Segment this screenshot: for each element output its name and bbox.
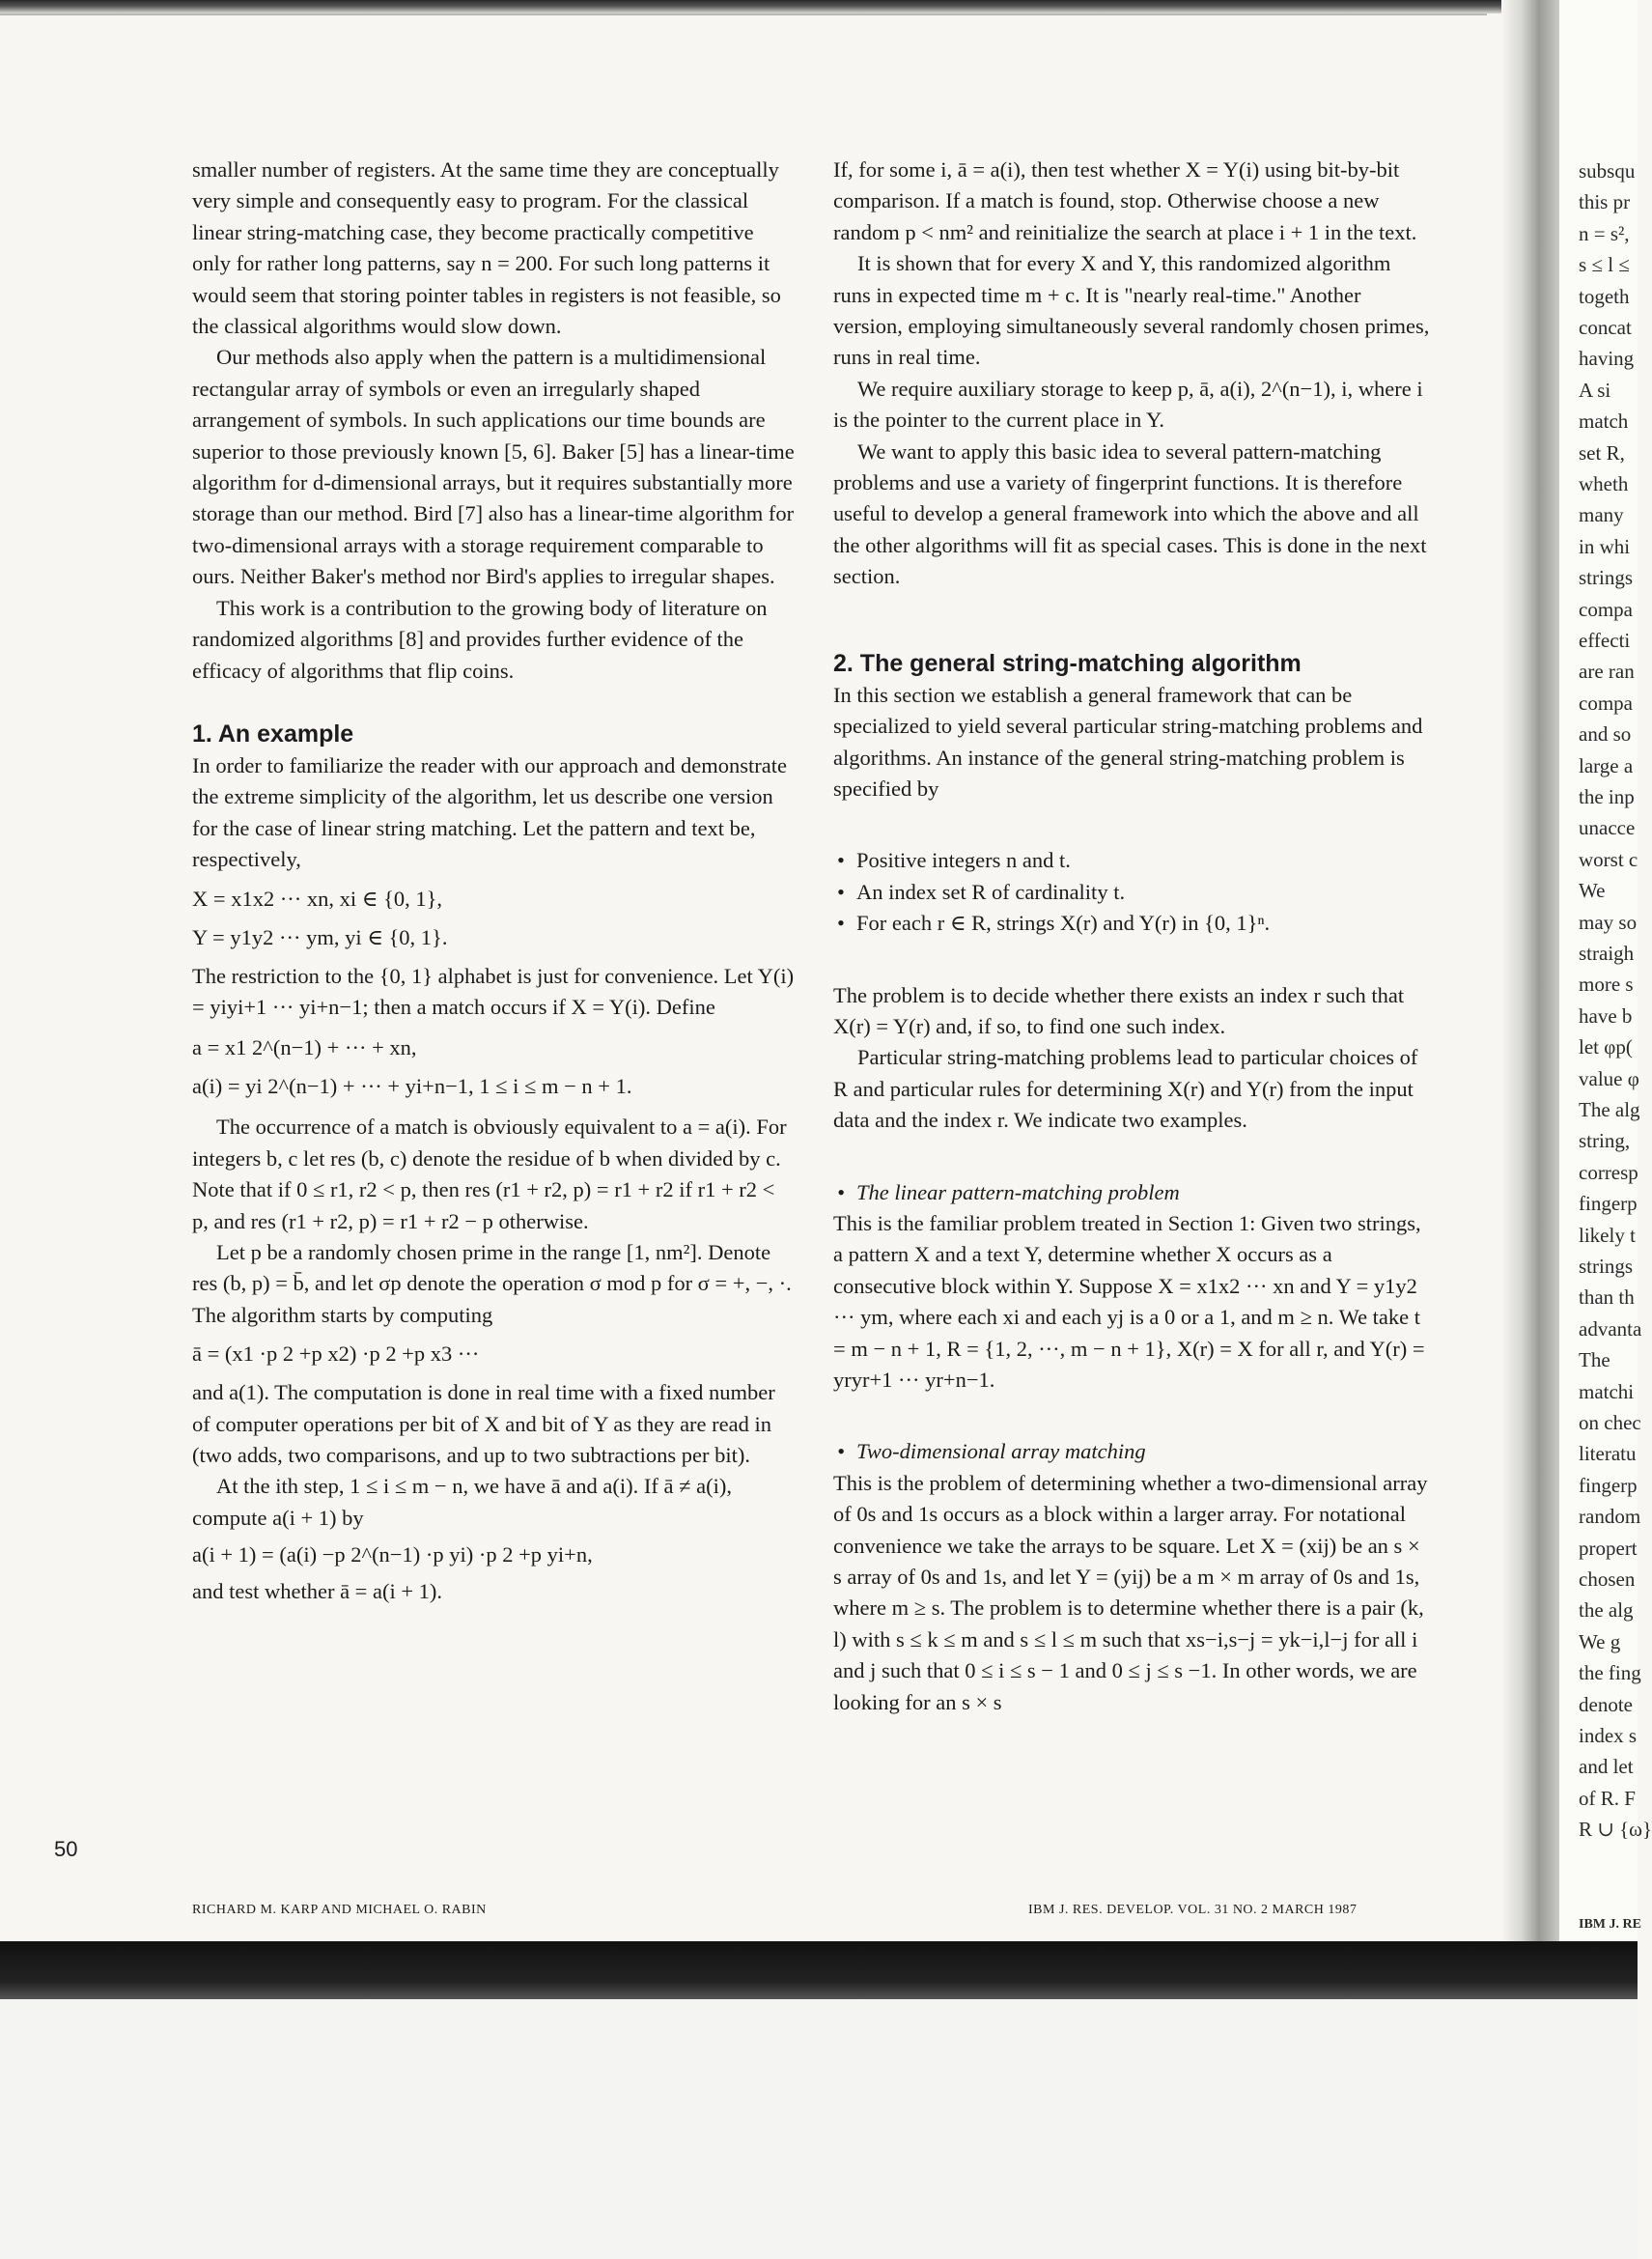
paragraph: We require auxiliary storage to keep p, ā, a(i), 2^(n−1), i, where i is the pointer to the current place in Y.: [833, 376, 1423, 433]
next-page-fragment: advanta: [1579, 1316, 1642, 1341]
section-heading-2: 2. The general string-matching algorithm: [833, 649, 1302, 677]
equation-step: a(i + 1) = (a(i) −p 2^(n−1) ·p yi) ·p 2 +p yi+n,: [192, 1542, 593, 1567]
next-page-fragment: and so: [1579, 722, 1632, 747]
next-page-fragment: index s: [1579, 1724, 1638, 1747]
next-page-fragment: match: [1579, 409, 1629, 434]
next-page-fragment: A si: [1579, 378, 1611, 402]
next-page-fragment: many: [1579, 503, 1624, 527]
next-page-fragment: matchi: [1579, 1379, 1635, 1403]
example-list-1: [833, 1177, 1432, 1208]
next-page-fragment: IBM J. RE: [1579, 1917, 1641, 1932]
next-page-fragment: this pr: [1579, 190, 1631, 214]
next-page-fragment: corresp: [1579, 1160, 1638, 1184]
paragraph: and test whether ā = a(i + 1).: [192, 1579, 443, 1604]
paragraph: The occurrence of a match is obviously equivalent to a = a(i). For integers b, c let res (b, c) denote the residue of b when divided by c. Note that if 0 ≤ r1, r2 < p, then res (r1 + r2, p) = r1 + r2 if r1 + r2 < p, and res (r1 + r2, p) = r1 + r2 − p otherwise.: [192, 1115, 787, 1233]
next-page-fragment: fingerp: [1579, 1473, 1638, 1497]
next-page-fragment: strings: [1579, 1255, 1634, 1278]
next-page-fragment: the alg: [1579, 1598, 1634, 1623]
next-page-fragment: unacce: [1579, 816, 1636, 840]
scan-top-edge: [0, 0, 1506, 14]
next-page-fragment: propert: [1579, 1536, 1638, 1560]
next-page-fragment: than th: [1579, 1285, 1635, 1310]
paragraph: The problem is to decide whether there exists an index r such that X(r) = Y(r) and, if so, to find one such index.: [833, 982, 1405, 1038]
next-page-fragment: togeth: [1579, 284, 1630, 308]
next-page-fragment: random: [1579, 1505, 1641, 1529]
next-page-edge: [1559, 0, 1652, 2259]
paragraph: Our methods also apply when the pattern is a multidimensional rectangular array of symbols or even an irregularly shaped arrangement of symbols. In such applications our time bounds are superior to those previously known [5, 6]. Baker [5] has a linear-time algorithm for d-dimensional arrays, but it requires substantially more storage than our method. Bird [7] also has a linear-time algorithm for two-dimensional arrays with a storage requirement comparable to ours. Neither Baker's method nor Bird's applies to irregular shapes.: [192, 345, 795, 589]
equation-text: Y = y1y2 ··· ym, yi ∈ {0, 1}.: [192, 924, 448, 949]
example-heading: • The linear pattern-matching problem: [856, 1177, 1432, 1208]
next-page-fragment: literatu: [1579, 1442, 1637, 1466]
next-page-fragment: strings: [1579, 566, 1634, 590]
equation-a-bar: ā = (x1 ·p 2 +p x2) ·p 2 +p x3 ···: [192, 1341, 480, 1367]
next-page-fragment: let φp(: [1579, 1035, 1633, 1059]
next-page-fragment: compa: [1579, 691, 1633, 715]
next-page-fragment: are ran: [1579, 660, 1635, 684]
scan-top-rule: [0, 14, 1487, 15]
list-item: • Positive integers n and t.: [856, 845, 1432, 876]
next-page-fragment: having: [1579, 347, 1635, 371]
next-page-fragment: string,: [1579, 1129, 1631, 1153]
equation-a: a = x1 2^(n−1) + ··· + xn,: [192, 1035, 417, 1060]
next-page-fragment: value φ: [1579, 1066, 1639, 1090]
equation-a-i: a(i) = yi 2^(n−1) + ··· + yi+n−1, 1 ≤ i ≤ m − n + 1.: [192, 1074, 632, 1099]
example-list-2: [833, 1436, 1432, 1467]
next-page-fragment: worst c: [1579, 847, 1638, 871]
next-page-fragment: wheth: [1579, 472, 1629, 495]
paragraph: Particular string-matching problems lead to particular choices of R and particular rules for determining X(r) and Y(r) from the input data and the index r. We indicate two examples.: [833, 1045, 1418, 1133]
next-page-fragment: likely t: [1579, 1223, 1636, 1247]
next-page-fragment: have b: [1579, 1003, 1633, 1028]
next-page-fragment: We g: [1579, 1629, 1621, 1653]
next-page-fragment: the inp: [1579, 785, 1635, 808]
left-column: [192, 155, 796, 1608]
example-heading: • Two-dimensional array matching: [856, 1436, 1432, 1467]
next-page-fragment: chosen: [1579, 1567, 1636, 1591]
next-page-fragment: The: [1579, 1348, 1610, 1372]
paragraph: In order to familiarize the reader with our approach and demonstrate the extreme simplicity of the algorithm, let us describe one version for the case of linear string matching. Let the pattern and text be, respectively,: [192, 752, 787, 872]
next-page-fragment: denote: [1579, 1692, 1633, 1716]
paragraph: If, for some i, ā = a(i), then test whether X = Y(i) using bit-by-bit comparison. If a match is found, stop. Otherwise choose a new random p < nm² and reinitialize the search at place i + 1 in the text.: [833, 157, 1417, 244]
equation-pattern: X = x1x2 ··· xn, xi ∈ {0, 1},: [192, 886, 443, 911]
next-page-fragment: fingerp: [1579, 1192, 1638, 1216]
list-item: • For each r ∈ R, strings X(r) and Y(r) in {0, 1}ⁿ.: [856, 908, 1432, 939]
next-page-fragment: straigh: [1579, 942, 1635, 965]
section-heading-1: 1. An example: [192, 720, 354, 748]
paragraph: This is the problem of determining whether a two-dimensional array of 0s and 1s occurs as a block within a larger array. For notational convenience we take the arrays to be square. Let X = (xij) be an s × s array of 0s and 1s, and let Y = (yij) be a m × m array of 0s and 1s, where m ≥ s. The problem is to determine whether there is a pair (k, l) with s ≤ k ≤ m and s ≤ l ≤ m such that xs−i,s−j = yk−i,l−j for all i and j such that 0 ≤ i ≤ s − 1 and 0 ≤ j ≤ s −1. In other words, we are looking for an s × s: [833, 1470, 1428, 1714]
next-page-fragment: set R,: [1579, 440, 1625, 465]
footer-authors: RICHARD M. KARP AND MICHAEL O. RABIN: [192, 1903, 487, 1917]
list-item: • An index set R of cardinality t.: [856, 877, 1432, 908]
paragraph: This is the familiar problem treated in Section 1: Given two strings, a pattern X and a text Y, determine whether X occurs as a consecutive block within Y. Suppose X = x1x2 ··· xn and Y = y1y2 ··· ym, where each xi and each yj is a 0 or a 1, and m ≥ n. We take t = m − n + 1, R = {1, 2, ···, m − n + 1}, X(r) = X for all r, and Y(r) = yryr+1 ··· yr+n−1.: [833, 1210, 1425, 1392]
next-page-fragment: The alg: [1579, 1098, 1640, 1121]
footer-journal: IBM J. RES. DEVELOP. VOL. 31 NO. 2 MARCH 1987: [1028, 1903, 1358, 1917]
paragraph: The restriction to the {0, 1} alphabet is just for convenience. Let Y(i) = yiyi+1 ··· yi+n−1; then a match occurs if X = Y(i). Define: [192, 963, 795, 1019]
right-column: [833, 155, 1432, 1718]
next-page-fragment: of R. F: [1579, 1786, 1636, 1810]
next-page-fragment: compa: [1579, 597, 1633, 621]
next-page-fragment: effecti: [1579, 629, 1631, 652]
next-page-fragment: concat: [1579, 316, 1632, 339]
next-page-fragment: large a: [1579, 753, 1634, 777]
paragraph: It is shown that for every X and Y, this randomized algorithm runs in expected time m + c. It is "nearly real-time." Another version, employing simultaneously several randomly chosen primes, runs in real time.: [833, 251, 1430, 370]
paragraph: and a(1). The computation is done in real time with a fixed number of computer operations per bit of X and bit of Y as they are read in (two adds, two comparisons, and up to two subtractions per bit).: [192, 1380, 775, 1467]
next-page-fragment: subsqu: [1579, 159, 1636, 183]
scan-bottom-edge: [0, 1941, 1638, 1999]
next-page-fragment: s ≤ l ≤: [1579, 253, 1630, 277]
next-page-fragment: more s: [1579, 973, 1634, 997]
next-page-fragment: We: [1579, 879, 1606, 903]
next-page-fragment: and let: [1579, 1755, 1634, 1779]
book-spine-shadow: [1501, 0, 1559, 1951]
paragraph: At the ith step, 1 ≤ i ≤ m − n, we have ā and a(i). If ā ≠ a(i), compute a(i + 1) by: [192, 1474, 732, 1530]
paragraph: Let p be a randomly chosen prime in the range [1, nm²]. Denote res (b, p) = b̄, and let σp denote the operation σ mod p for σ = +, −, ·. The algorithm starts by computing: [192, 1239, 792, 1327]
paragraph: smaller number of registers. At the same time they are conceptually very simple and consequently easy to program. For the classical linear string-matching case, they become practically competitive only for rather long patterns, say n = 200. For such long patterns it would seem that storing pointer tables in registers is not feasible, so the classical algorithms would slow down.: [192, 157, 781, 339]
paragraph: We want to apply this basic idea to several pattern-matching problems and use a variety of fingerprint functions. It is therefore useful to develop a general framework into which the above and all the other algorithms will fit as special cases. This is done in the next section.: [833, 438, 1427, 589]
next-page-fragment: the fing: [1579, 1661, 1641, 1685]
next-page-fragment: R ∪ {ω}: [1579, 1818, 1652, 1842]
next-page-fragment: n = s²,: [1579, 221, 1630, 245]
next-page-fragment: in whi: [1579, 534, 1631, 558]
paragraph: In this section we establish a general framework that can be specialized to yield several particular string-matching problems and algorithms. An instance of the general string-matching problem is specified by: [833, 682, 1423, 801]
next-page-fragment: on chec: [1579, 1411, 1641, 1434]
paragraph: This work is a contribution to the growing body of literature on randomized algorithms [8] and provides further evidence of the efficacy of algorithms that flip coins.: [192, 595, 768, 683]
page-number: 50: [54, 1837, 78, 1861]
next-page-fragment: may so: [1579, 910, 1638, 934]
bullet-list: [833, 845, 1432, 939]
scan-bottom-margin: [0, 1999, 1638, 2259]
